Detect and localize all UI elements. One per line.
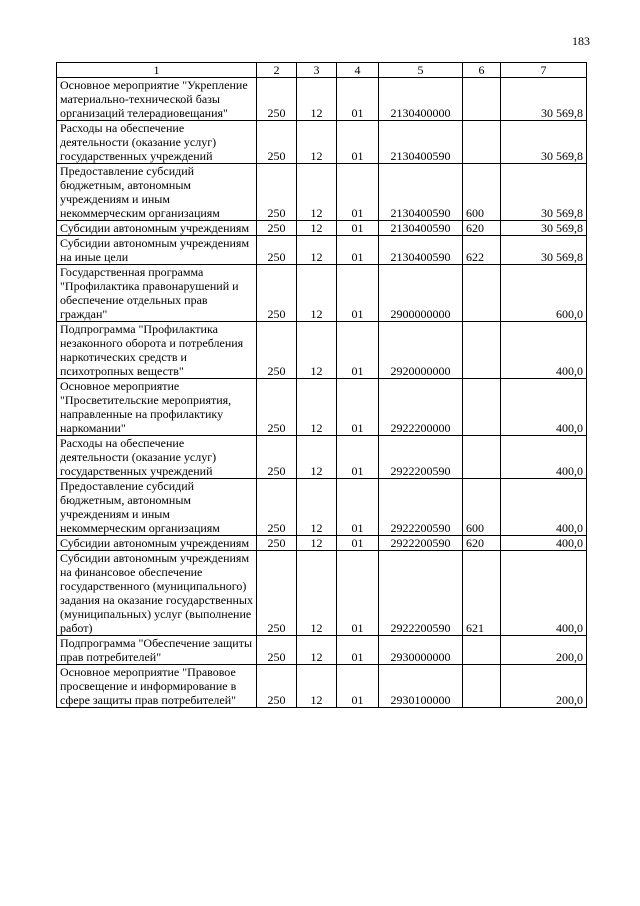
cell-name: Субсидии автономным учреждениям на финансовое обеспечение государственного (муниципального) задания на оказание государственных (муниципальных) услуг (выполнение работ) bbox=[57, 551, 257, 636]
cell-col-3: 12 bbox=[297, 379, 337, 436]
cell-col-2: 250 bbox=[257, 536, 297, 551]
cell-col-5: 2130400000 bbox=[379, 78, 463, 121]
table-row bbox=[57, 551, 587, 636]
cell-col-5: 2922200590 bbox=[379, 436, 463, 479]
cell-col-4: 01 bbox=[337, 551, 379, 636]
cell-col-2: 250 bbox=[257, 265, 297, 322]
cell-name: Предоставление субсидий бюджетным, автономным учреждениям и иным некоммерческим организациям bbox=[57, 164, 257, 221]
table-row bbox=[57, 536, 587, 551]
header-col-2: 2 bbox=[257, 63, 297, 78]
cell-col-2: 250 bbox=[257, 479, 297, 536]
cell-col-3: 12 bbox=[297, 479, 337, 536]
cell-col-5: 2130400590 bbox=[379, 236, 463, 265]
table-row bbox=[57, 265, 587, 322]
cell-col-4: 01 bbox=[337, 236, 379, 265]
cell-col-4: 01 bbox=[337, 665, 379, 708]
table-row bbox=[57, 379, 587, 436]
cell-col-7: 400,0 bbox=[501, 479, 587, 536]
cell-col-3: 12 bbox=[297, 221, 337, 236]
cell-name: Основное мероприятие "Правовое просвещение и информирование в сфере защиты прав потребителей" bbox=[57, 665, 257, 708]
cell-name: Основное мероприятие "Просветительские мероприятия, направленные на профилактику наркомании" bbox=[57, 379, 257, 436]
cell-col-5: 2930000000 bbox=[379, 636, 463, 665]
cell-name: Предоставление субсидий бюджетным, автономным учреждениям и иным некоммерческим организациям bbox=[57, 479, 257, 536]
cell-col-7: 30 569,8 bbox=[501, 78, 587, 121]
cell-col-7: 30 569,8 bbox=[501, 221, 587, 236]
header-col-6: 6 bbox=[463, 63, 501, 78]
cell-col-3: 12 bbox=[297, 265, 337, 322]
cell-col-6 bbox=[463, 78, 501, 121]
table-row bbox=[57, 121, 587, 164]
cell-name: Основное мероприятие "Укрепление материально-технической базы организаций телерадиовещания" bbox=[57, 78, 257, 121]
cell-col-2: 250 bbox=[257, 121, 297, 164]
page-number: 183 bbox=[572, 34, 590, 48]
cell-col-6 bbox=[463, 379, 501, 436]
cell-col-4: 01 bbox=[337, 379, 379, 436]
cell-col-5: 2922200000 bbox=[379, 379, 463, 436]
cell-col-3: 12 bbox=[297, 551, 337, 636]
cell-col-3: 12 bbox=[297, 121, 337, 164]
cell-col-7: 30 569,8 bbox=[501, 121, 587, 164]
cell-col-2: 250 bbox=[257, 379, 297, 436]
budget-table bbox=[56, 62, 587, 708]
cell-col-4: 01 bbox=[337, 265, 379, 322]
header-row bbox=[57, 63, 587, 78]
table-row bbox=[57, 322, 587, 379]
cell-col-6: 600 bbox=[463, 164, 501, 221]
cell-col-2: 250 bbox=[257, 78, 297, 121]
cell-col-7: 600,0 bbox=[501, 265, 587, 322]
cell-col-7: 400,0 bbox=[501, 436, 587, 479]
cell-col-5: 2922200590 bbox=[379, 479, 463, 536]
cell-col-6 bbox=[463, 265, 501, 322]
cell-col-4: 01 bbox=[337, 536, 379, 551]
table-row bbox=[57, 479, 587, 536]
cell-col-4: 01 bbox=[337, 221, 379, 236]
cell-col-7: 30 569,8 bbox=[501, 164, 587, 221]
cell-name: Субсидии автономным учреждениям bbox=[57, 536, 257, 551]
cell-col-6 bbox=[463, 121, 501, 164]
cell-col-7: 200,0 bbox=[501, 636, 587, 665]
table-row bbox=[57, 164, 587, 221]
header-col-3: 3 bbox=[297, 63, 337, 78]
table-row bbox=[57, 236, 587, 265]
cell-col-3: 12 bbox=[297, 236, 337, 265]
cell-col-2: 250 bbox=[257, 236, 297, 265]
cell-col-3: 12 bbox=[297, 636, 337, 665]
cell-col-5: 2900000000 bbox=[379, 265, 463, 322]
cell-col-5: 2130400590 bbox=[379, 221, 463, 236]
cell-col-7: 200,0 bbox=[501, 665, 587, 708]
cell-col-3: 12 bbox=[297, 78, 337, 121]
cell-col-6: 620 bbox=[463, 221, 501, 236]
header-col-1: 1 bbox=[57, 63, 257, 78]
cell-col-6: 622 bbox=[463, 236, 501, 265]
cell-col-5: 2130400590 bbox=[379, 164, 463, 221]
cell-name: Субсидии автономным учреждениям bbox=[57, 221, 257, 236]
cell-col-6 bbox=[463, 322, 501, 379]
cell-col-4: 01 bbox=[337, 78, 379, 121]
header-col-4: 4 bbox=[337, 63, 379, 78]
cell-col-4: 01 bbox=[337, 121, 379, 164]
cell-name: Субсидии автономным учреждениям на иные цели bbox=[57, 236, 257, 265]
cell-col-5: 2922200590 bbox=[379, 536, 463, 551]
table-row bbox=[57, 665, 587, 708]
header-col-7: 7 bbox=[501, 63, 587, 78]
cell-col-4: 01 bbox=[337, 436, 379, 479]
cell-name: Расходы на обеспечение деятельности (оказание услуг) государственных учреждений bbox=[57, 121, 257, 164]
cell-name: Расходы на обеспечение деятельности (оказание услуг) государственных учреждений bbox=[57, 436, 257, 479]
cell-col-3: 12 bbox=[297, 665, 337, 708]
cell-col-6: 621 bbox=[463, 551, 501, 636]
cell-col-5: 2930100000 bbox=[379, 665, 463, 708]
header-col-5: 5 bbox=[379, 63, 463, 78]
table-row bbox=[57, 436, 587, 479]
cell-col-2: 250 bbox=[257, 322, 297, 379]
cell-col-7: 30 569,8 bbox=[501, 236, 587, 265]
cell-col-6 bbox=[463, 636, 501, 665]
cell-col-4: 01 bbox=[337, 479, 379, 536]
cell-col-6: 600 bbox=[463, 479, 501, 536]
cell-col-6: 620 bbox=[463, 536, 501, 551]
cell-col-7: 400,0 bbox=[501, 379, 587, 436]
cell-col-5: 2130400590 bbox=[379, 121, 463, 164]
cell-col-2: 250 bbox=[257, 164, 297, 221]
cell-col-4: 01 bbox=[337, 636, 379, 665]
cell-col-4: 01 bbox=[337, 164, 379, 221]
cell-col-2: 250 bbox=[257, 221, 297, 236]
table-row bbox=[57, 78, 587, 121]
cell-col-2: 250 bbox=[257, 636, 297, 665]
cell-col-2: 250 bbox=[257, 551, 297, 636]
cell-name: Подпрограмма "Профилактика незаконного оборота и потребления наркотических средств и психотропных веществ" bbox=[57, 322, 257, 379]
cell-col-7: 400,0 bbox=[501, 551, 587, 636]
cell-col-7: 400,0 bbox=[501, 536, 587, 551]
cell-col-3: 12 bbox=[297, 536, 337, 551]
table-row bbox=[57, 636, 587, 665]
cell-col-2: 250 bbox=[257, 665, 297, 708]
cell-col-3: 12 bbox=[297, 436, 337, 479]
cell-name: Государственная программа "Профилактика правонарушений и обеспечение отдельных прав граждан" bbox=[57, 265, 257, 322]
cell-col-6 bbox=[463, 436, 501, 479]
table-body bbox=[57, 78, 587, 708]
cell-col-3: 12 bbox=[297, 322, 337, 379]
cell-col-2: 250 bbox=[257, 436, 297, 479]
cell-col-7: 400,0 bbox=[501, 322, 587, 379]
cell-col-3: 12 bbox=[297, 164, 337, 221]
cell-name: Подпрограмма "Обеспечение защиты прав потребителей" bbox=[57, 636, 257, 665]
cell-col-4: 01 bbox=[337, 322, 379, 379]
cell-col-5: 2922200590 bbox=[379, 551, 463, 636]
cell-col-5: 2920000000 bbox=[379, 322, 463, 379]
cell-col-6 bbox=[463, 665, 501, 708]
table-row bbox=[57, 221, 587, 236]
